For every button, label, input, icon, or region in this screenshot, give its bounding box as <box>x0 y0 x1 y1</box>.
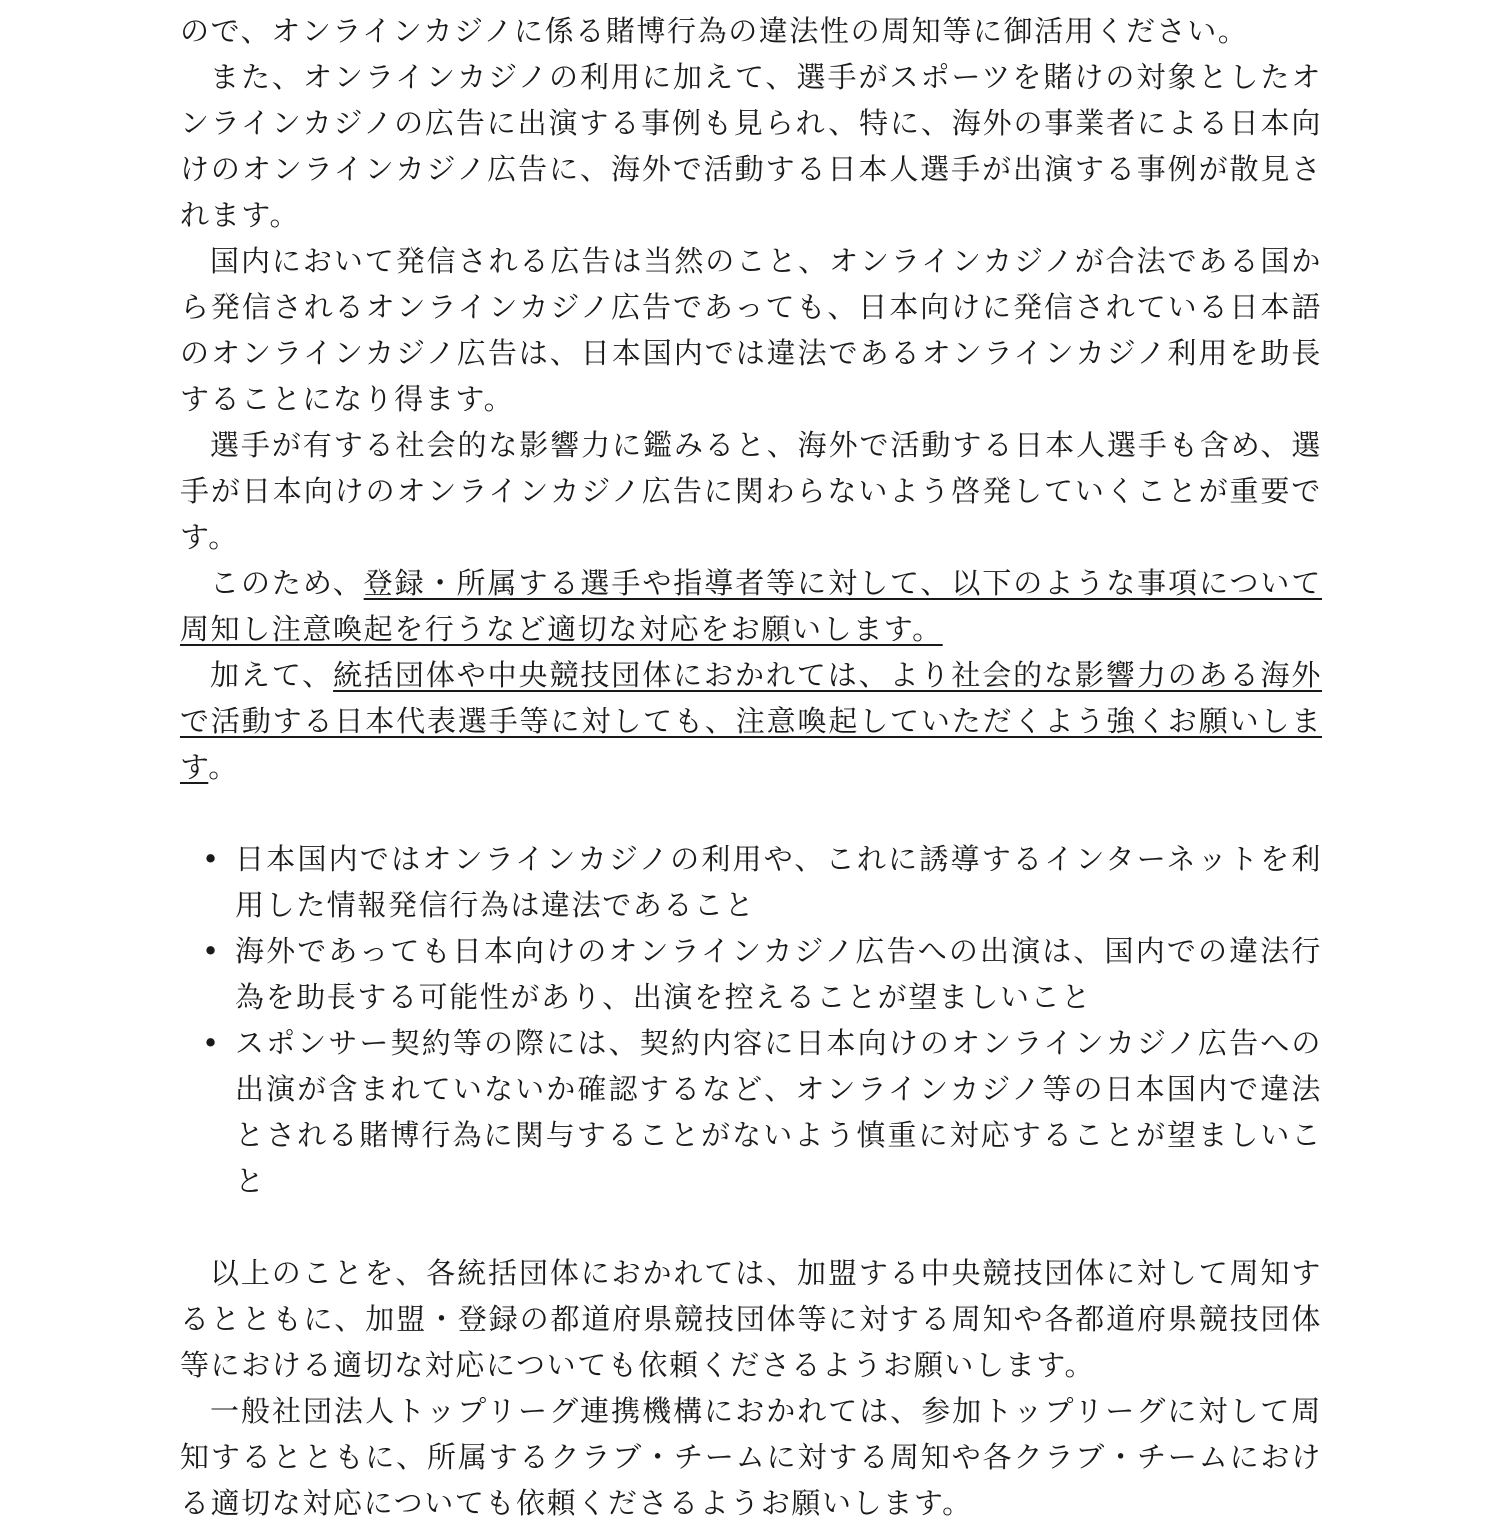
paragraph-request <box>180 560 1322 652</box>
bullet-dot-icon: • <box>202 1026 221 1060</box>
paragraph-federations: 以上のことを、各統括団体におかれては、加盟する中央競技団体に対して周知するとともに、加盟・登録の都道府県競技団体等に対する周知や各都道府県競技団体等における適切な対応についても依頼くださるようお願いします。 <box>180 1256 1322 1382</box>
paragraph-continuation: ので、オンラインカジノに係る賭博行為の違法性の周知等に御活用ください。 <box>180 14 1249 48</box>
list-item-text: 日本国内ではオンラインカジノの利用や、これに誘導するインターネットを利用した情報発信行為は違法であること <box>235 842 1322 922</box>
bullet-dot-icon: • <box>202 842 221 876</box>
list-item <box>180 836 1322 928</box>
list-item-text: 海外であっても日本向けのオンラインカジノ広告への出演は、国内での違法行為を助長する可能性があり、出演を控えることが望ましいこと <box>235 934 1322 1014</box>
bullet-list <box>180 836 1322 1204</box>
additional-underlined-text: 統括団体や中央競技団体におかれては、より社会的な影響力のある海外で活動する日本代表選手等に対しても、注意喚起していただくよう強くお願いします <box>180 658 1322 784</box>
request-underlined-text: 登録・所属する選手や指導者等に対して、以下のような事項について周知し注意喚起を行うなど適切な対応をお願いします。 <box>180 566 1322 646</box>
paragraph-top-league: 一般社団法人トップリーグ連携機構におかれては、参加トップリーグに対して周知するとともに、所属するクラブ・チームに対する周知や各クラブ・チームにおける適切な対応についても依頼くださるようお願いします。 <box>180 1394 1322 1520</box>
paragraph-influence: 選手が有する社会的な影響力に鑑みると、海外で活動する日本人選手も含め、選手が日本向けのオンラインカジノ広告に関わらないよう啓発していくことが重要です。 <box>180 428 1322 554</box>
bullet-dot-icon: • <box>202 934 221 968</box>
spacer <box>180 1204 1322 1250</box>
paragraph-domestic-ads: 国内において発信される広告は当然のこと、オンラインカジノが合法である国から発信されるオンラインカジノ広告であっても、日本向けに発信されている日本語のオンラインカジノ広告は、日本国内では違法であるオンラインカジノ利用を助長することになり得ます。 <box>180 244 1322 416</box>
additional-lead-text: 加えて、 <box>210 658 334 692</box>
list-item-text: スポンサー契約等の際には、契約内容に日本向けのオンラインカジノ広告への出演が含まれていないか確認するなど、オンラインカジノ等の日本国内で違法とされる賭博行為に関与することがないよう慎重に対応することが望ましいこと <box>235 1026 1322 1198</box>
list-item <box>180 928 1322 1020</box>
paragraph-additional-request <box>180 652 1322 790</box>
spacer <box>180 790 1322 836</box>
additional-end-text: 。 <box>208 750 239 784</box>
request-lead-text: このため、 <box>210 566 364 600</box>
list-item <box>180 1020 1322 1204</box>
paragraph-advertising-cases: また、オンラインカジノの利用に加えて、選手がスポーツを賭けの対象としたオンラインカジノの広告に出演する事例も見られ、特に、海外の事業者による日本向けのオンラインカジノ広告に、海外で活動する日本人選手が出演する事例が散見されます。 <box>180 60 1322 232</box>
document-page <box>180 8 1322 1526</box>
